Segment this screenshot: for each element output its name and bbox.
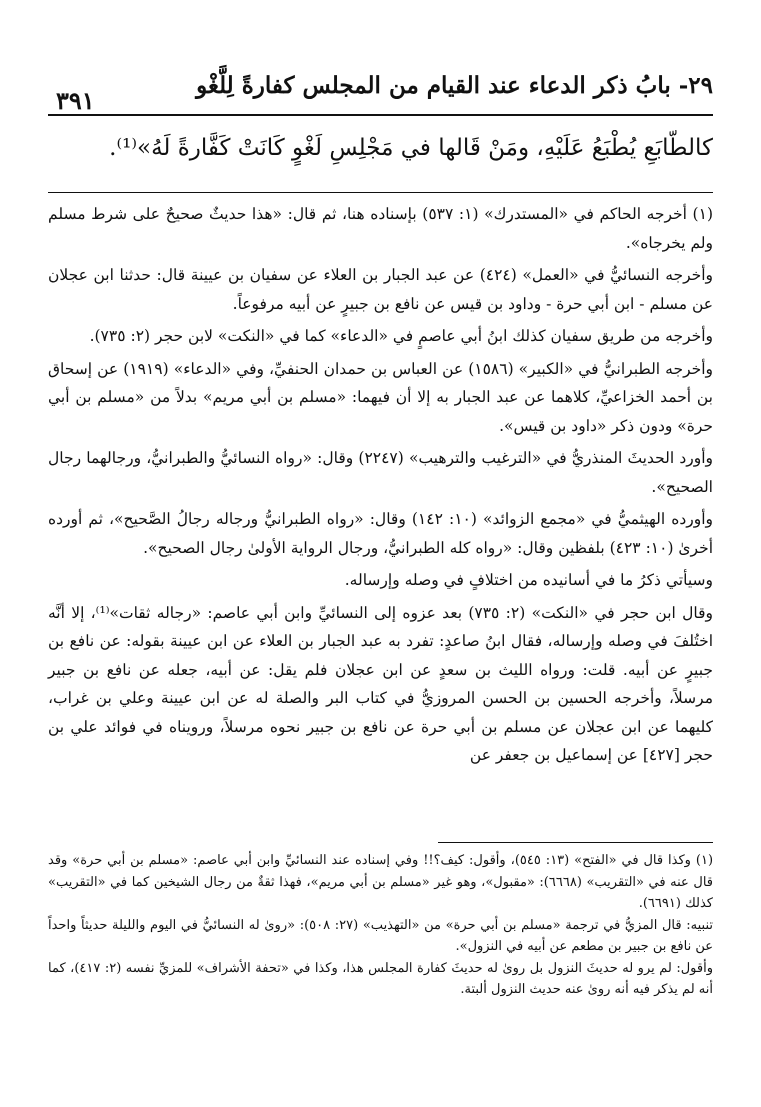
note-paragraph: وقال ابن حجر في «النكت» (٢: ٧٣٥) بعد عزوه إلى النسائيِّ وابن أبي عاصم: «رجاله ثقات»⁽¹⁾، إلا أنَّه اختُلفَ في وصله وإرساله، فقال ابنُ صاعدٍ: تفرد به عبد الجبار بن العلاء عن ابن عيينة بقوله: عن نافع بن جبيرٍ عن أبيه. قلت: ورواه الليث بن سعدٍ عن ابن عجلان فلم يقل: عن أبيه، جعله عن نافع بن جبير مرسلاً، وأخرجه الحسين بن الحسن المروزيُّ في كتاب البر والصلة له عن ابن عيينة وعلي بن غراب، كليهما عن ابن عجلان عن مسلم بن أبي حرة عن نافع بن جبير نحوه مرسلاً، ورويناه في فوائد علي بن حجر [٤٢٧] عن إسماعيل بن جعفر عن	[48, 603, 713, 764]
main-text-rule	[48, 192, 713, 193]
note-paragraph: وأخرجه الطبرانيُّ في «الكبير» (١٥٨٦) عن العباس بن حمدان الحنفيِّ، وفي «الدعاء» (١٩١٩) عن إسحاق بن أحمد الخزاعيِّ، كلاهما عن عبد الجبار به إلا أن فيهما: «مسلم بن أبي مريم» بدلاً من «مسلم بن أبي حرة» ودون ذكر «داود بن قيس».	[48, 359, 713, 435]
page-header	[48, 66, 713, 115]
note-paragraph: وأورد الحديثَ المنذريُّ في «الترغيب والترهيب» (٢٢٤٧) وقال: «رواه النسائيُّ والطبرانيُّ، ورجالهما رجال الصحيح».	[48, 449, 713, 496]
note-paragraph: وأخرجه النسائيُّ في «العمل» (٤٢٤) عن عبد الجبار بن العلاء عن سفيان بن عيينة قال: حدثنا ابن عجلان عن مسلم - ابن أبي حرة - وداود بن قيس عن نافع بن جبيرٍ عن أبيه مرفوعاً.	[48, 266, 714, 313]
footnote-paragraph: تنبيه: قال المزيُّ في ترجمة «مسلم بن أبي حرة» من «التهذيب» (٢٧: ٥٠٨): «روىٰ له النسائيُّ في اليوم والليلة حديثاً واحداً عن نافع بن جبير بن مطعم عن أبيه في النزول».	[48, 917, 713, 954]
hadith-text: كالطَّابَعِ يُطْبَعُ عَلَيْهِ، ومَنْ قَالها في مَجْلِسِ لَغْوٍ كَانَتْ كَفَّارةً لَهُ»⁽¹⁾.	[109, 135, 713, 161]
page-number: ٣٩١	[56, 86, 95, 115]
footnotes	[48, 850, 713, 1001]
takhrij-notes	[48, 200, 713, 774]
chapter-title: ٢٩- بابُ ذكر الدعاء عند القيام من المجلس كفارةً لِلَّغْو	[196, 72, 713, 99]
footnote-paragraph: (١) وكذا قال في «الفتح» (١٣: ٥٤٥)، وأقول: كيف؟!! وفي إسناده عند النسائيِّ وابن أبي عاصم: «مسلم بن أبي حرة» وقد قال عنه في «التقريب» (٦٦٦٨): «مقبول»، وهو غير «مسلم بن أبي مريم»، فهذا ثقةٌ من رجال الشيخين كما في «التقريب» كذلك (٦٦٩١).	[48, 853, 714, 911]
footnote-paragraph: وأقول: لم يرو له حديثَ النزول بل روىٰ له حديثَ كفارة المجلس هذا، وكذا في «تحفة الأشراف» للمزيِّ نفسه (٢: ٤١٧)، كما أنه لم يذكر فيه أنه روىٰ عنه حديث النزول ألبتة.	[48, 960, 713, 997]
note-paragraph: (١) أخرجه الحاكم في «المستدرك» (١: ٥٣٧) بإسناده هنا، ثم قال: «هذا حديثٌ صحيحٌ على شرط مسلم ولم يخرجاه».	[48, 205, 713, 252]
footnote-separator	[438, 842, 713, 843]
note-paragraph: وأورده الهيثميُّ في «مجمع الزوائد» (١٠: ١٤٢) وقال: «رواه الطبرانيُّ ورجاله رجالُ الصَّحيح»، ثم أورده أخرىٰ (١٠: ٤٢٣) بلفظين وقال: «رواه كله الطبرانيُّ، ورجال الرواية الأولىٰ رجال الصحيح».	[48, 510, 713, 557]
note-paragraph: وأخرجه من طريق سفيان كذلك ابنُ أبي عاصمٍ في «الدعاء» كما في «النكت» لابن حجر (٢: ٧٣٥).	[89, 327, 713, 345]
header-rule	[48, 114, 713, 116]
note-paragraph: وسيأتي ذكرُ ما في أسانيده من اختلافٍ في وصله وإرساله.	[344, 571, 713, 589]
